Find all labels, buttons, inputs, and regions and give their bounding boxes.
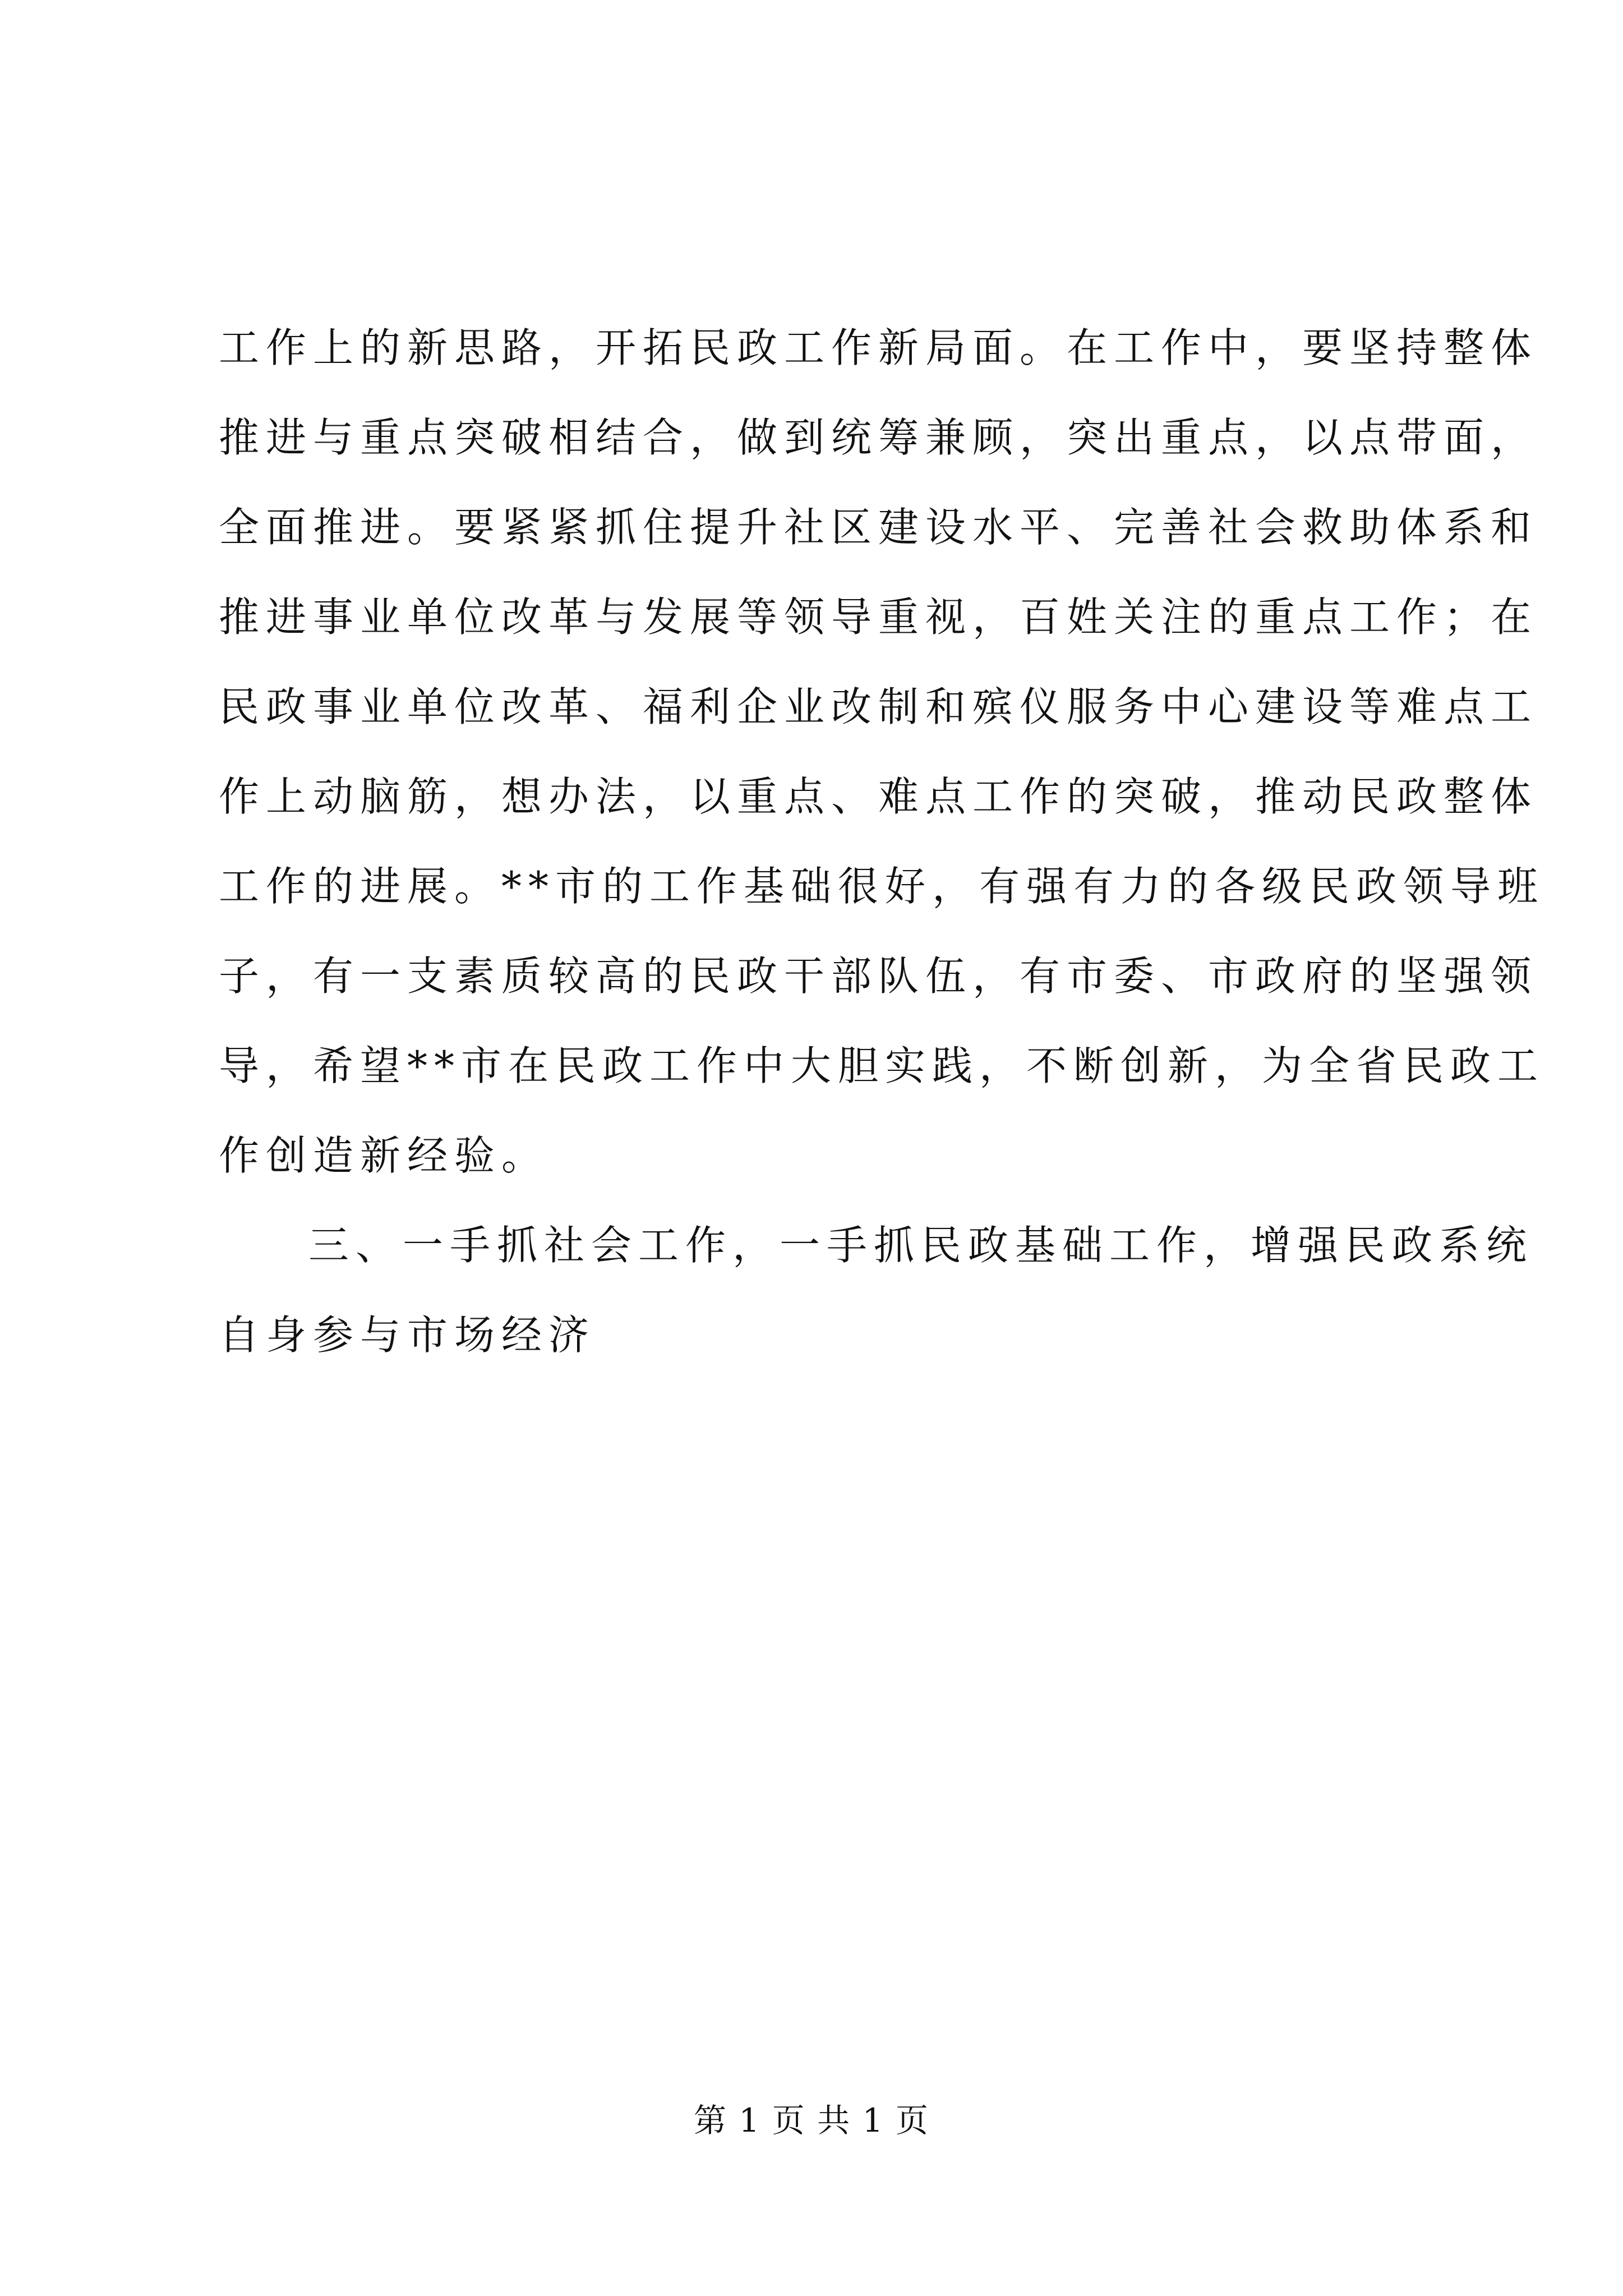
paragraph-line: 作上动脑筋，想办法，以重点、难点工作的突破，推动民政整体 — [219, 773, 1538, 820]
paragraph-line: 推进事业单位改革与发展等领导重视，百姓关注的重点工作；在 — [219, 593, 1538, 641]
paragraph-line: 推进与重点突破相结合，做到统筹兼顾，突出重点，以点带面， — [219, 414, 1538, 461]
paragraph-line: 工作的进展。**市的工作基础很好，有强有力的各级民政领导班 — [219, 863, 1545, 910]
paragraph-line: 工作上的新思路，开拓民政工作新局面。在工作中，要坚持整体 — [219, 324, 1538, 371]
paragraph-line: 民政事业单位改革、福利企业改制和殡仪服务中心建设等难点工 — [219, 683, 1538, 730]
paragraph-line: 子，有一支素质较高的民政干部队伍，有市委、市政府的坚强领 — [219, 953, 1538, 1000]
page-number-footer: 第 1 页 共 1 页 — [694, 2101, 929, 2139]
section-heading-line: 自身参与市场经济 — [219, 1312, 596, 1359]
paragraph-line: 作创造新经验。 — [219, 1132, 549, 1179]
document-body — [219, 303, 1545, 1380]
paragraph-line: 导，希望**市在民政工作中大胆实践，不断创新，为全省民政工 — [219, 1042, 1545, 1089]
section-heading-line: 三、一手抓社会工作，一手抓民政基础工作，增强民政系统 — [308, 1222, 1534, 1269]
paragraph-line: 全面推进。要紧紧抓住提升社区建设水平、完善社会救助体系和 — [219, 504, 1538, 551]
